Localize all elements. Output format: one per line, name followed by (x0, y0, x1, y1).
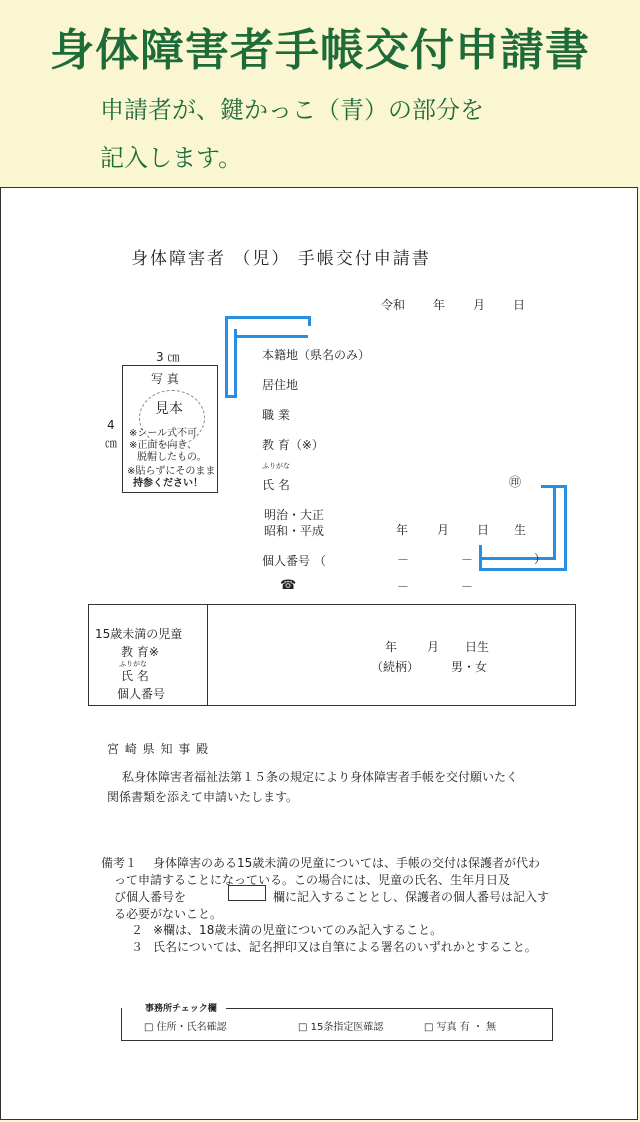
child-relation: （続柄） (371, 660, 420, 674)
office-c2: □ 15条指定医確認 (298, 1022, 384, 1033)
field-education: 教 育（※） (262, 438, 324, 452)
request-line-2: 関係書類を添えて申請いたします。 (107, 790, 299, 804)
note-3: 氏名については、記名押印又は自筆による署名のいずれかとすること。 (153, 940, 537, 954)
phone-dash-2: － (461, 580, 474, 594)
photo-note-3: 脱帽したもの。 (137, 452, 207, 463)
instruction-line-1: 申請者が、鍵かっこ（青）の部分を (100, 96, 484, 124)
birth-suffix: 生 (514, 523, 527, 537)
child-box-divider (207, 605, 208, 705)
note-1-line-3a: び個人番号を (114, 890, 187, 904)
child-birth-year: 年 (385, 640, 398, 654)
phone-icon: ☎ (280, 578, 297, 593)
notes-label: 備考１ (101, 856, 138, 870)
page-title: 身体障害者手帳交付申請書 (50, 25, 590, 76)
application-form (0, 187, 638, 1120)
child-label-4: 個人番号 (117, 687, 166, 701)
birth-month: 月 (437, 523, 450, 537)
inline-box (228, 885, 266, 901)
photo-sample-label: 見本 (155, 401, 183, 417)
child-label-1: 15歳未満の児童 (95, 627, 183, 641)
child-box (88, 604, 576, 706)
addressee: 宮 崎 県 知 事 殿 (107, 742, 210, 756)
birth-era-b: 昭和・平成 (264, 524, 325, 538)
field-honseki: 本籍地（県名のみ） (262, 348, 371, 362)
photo-box (122, 365, 218, 493)
office-c3: □ 写真 有 ・ 無 (424, 1022, 497, 1033)
field-address: 居住地 (262, 378, 299, 392)
field-name: 氏 名 (262, 478, 290, 492)
birth-era-a: 明治・大正 (264, 508, 325, 522)
child-birth-suffix: 日生 (465, 640, 490, 654)
note-1-line-1: 身体障害のある15歳未満の児童については、手帳の交付は保護者が代わ (153, 856, 541, 870)
date-month: 月 (473, 298, 486, 312)
child-birth-month: 月 (427, 640, 440, 654)
field-furigana: ふりがな (262, 462, 290, 470)
office-check-top-line (226, 1008, 553, 1009)
child-label-2: 教 育※ (121, 645, 159, 659)
child-gender: 男・女 (451, 660, 488, 674)
mynumber-dash-2: － (461, 553, 474, 567)
photo-height-unit: ㎝ (105, 436, 118, 450)
field-mynumber: 個人番号 （ (262, 554, 326, 568)
photo-heading: 写 真 (151, 372, 179, 386)
note-2-number: ２ (131, 923, 144, 937)
field-job: 職 業 (262, 408, 290, 422)
mynumber-close: ） (534, 552, 547, 566)
date-year: 年 (433, 298, 446, 312)
phone-dash-1: － (397, 580, 410, 594)
request-line-1: 私身体障害者福祉法第１５条の規定により身体障害者手帳を交付願いたく (122, 770, 519, 784)
child-furigana: ふりがな (119, 660, 147, 668)
date-day: 日 (513, 298, 526, 312)
photo-height-label: 4 (107, 418, 115, 432)
seal-mark: ㊞ (509, 475, 522, 489)
mynumber-dash-1: － (397, 553, 410, 567)
office-check-title: 事務所チェック欄 (145, 1004, 217, 1014)
note-2: ※欄は、18歳未満の児童についてのみ記入すること。 (153, 923, 443, 937)
photo-note-1: ※シール式不可 (129, 428, 198, 439)
birth-day: 日 (477, 523, 490, 537)
note-1-line-2: って申請することになっている。この場合には、児童の氏名、生年月日及 (114, 873, 511, 887)
office-c1: □ 住所・氏名確認 (144, 1022, 227, 1033)
date-era: 令和 (381, 298, 406, 312)
note-3-number: ３ (131, 940, 144, 954)
child-label-3: 氏 名 (121, 669, 149, 683)
note-1-line-3b: 欄に記入することとし、保護者の個人番号は記入す (273, 890, 550, 904)
form-title: 身体障害者 （児） 手帳交付申請書 (131, 249, 431, 269)
instruction-line-2: 記入します。 (100, 144, 243, 172)
birth-year: 年 (396, 523, 409, 537)
photo-note-2: ※正面を向き、 (129, 440, 197, 451)
photo-note-5: 持参ください！ (133, 478, 203, 489)
photo-width-label: 3 ㎝ (156, 350, 180, 364)
photo-note-4: ※貼らずにそのまま (127, 466, 216, 477)
note-1-line-4: る必要がないこと。 (114, 907, 223, 921)
